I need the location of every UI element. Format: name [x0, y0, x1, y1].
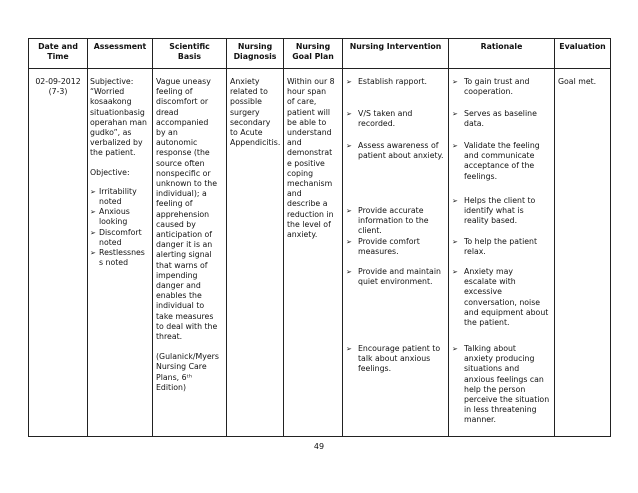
arrow-bullet-icon: ➢: [346, 207, 352, 215]
arrow-bullet-icon: ➢: [452, 238, 458, 246]
header-rationale: Rationale: [480, 42, 523, 51]
table-top-border: [28, 38, 610, 39]
arrow-bullet-icon: ➢: [90, 228, 96, 237]
objective-item: ➢ Irritability noted: [90, 186, 137, 207]
col-border-1: [87, 38, 88, 437]
intervention-item: ➢ Provide and maintain quiet environment.: [346, 267, 441, 287]
arrow-bullet-icon: ➢: [452, 197, 458, 205]
header-nursing-goal-plan: Nursing Goal Plan: [292, 42, 334, 62]
rationale-item: ➢ Helps the client to identify what is reality based.: [452, 196, 536, 226]
scientific-basis-text: Vague uneasy feeling of discomfort or dread accompanied by an autonomic response (the source often nonspecific or unknown to the individual); a feeling of apprehension caused by anticipation of danger it is an alerting signal that warns of impending danger and enables the individual to take measures to deal with the threat.: [156, 77, 218, 342]
arrow-bullet-icon: ➢: [452, 78, 458, 86]
arrow-bullet-icon: ➢: [346, 78, 352, 86]
cell-nursing-goal-plan: Within our 8 hour span of care, patient will be able to understand and demonstrat e positive coping mechanism and describe a reduction in the level of anxiety.: [287, 77, 335, 240]
header-date-time: Date and Time: [38, 42, 78, 62]
header-evaluation: Evaluation: [559, 42, 606, 51]
arrow-bullet-icon: ➢: [452, 142, 458, 150]
cell-nursing-diagnosis: Anxiety related to possible surgery secondary to Acute Appendicitis.: [230, 77, 281, 148]
col-border-0: [28, 38, 29, 437]
objective-item: ➢ Anxious looking: [90, 207, 130, 227]
arrow-bullet-icon: ➢: [452, 110, 458, 118]
page-number: 49: [313, 442, 325, 451]
header-nursing-intervention: Nursing Intervention: [349, 42, 442, 51]
objective-item: ➢ Discomfort noted: [90, 227, 142, 247]
arrow-bullet-icon: ➢: [346, 268, 352, 276]
rationale-item: ➢ To gain trust and cooperation.: [452, 77, 530, 97]
rationale-item: ➢ Validate the feeling and communicate acceptance of the feelings.: [452, 141, 540, 181]
rationale-item: ➢ Talking about anxiety producing situations and anxious feelings can help the person perceive the situation in less threatening manner.: [452, 344, 550, 425]
assessment-objective-list: [90, 187, 152, 269]
rationale-item: ➢ Anxiety may escalate with excessive conversation, noise and equipment about the patient.: [452, 267, 549, 328]
col-border-4: [283, 38, 284, 437]
intervention-item: ➢ Provide accurate information to the client.: [346, 206, 429, 236]
arrow-bullet-icon: ➢: [346, 110, 352, 118]
col-border-3: [226, 38, 227, 437]
cell-evaluation: Goal met.: [558, 77, 597, 86]
cell-assessment: [90, 77, 152, 268]
arrow-bullet-icon: ➢: [346, 142, 352, 150]
col-border-7: [554, 38, 555, 437]
arrow-bullet-icon: ➢: [452, 268, 458, 276]
rationale-item: ➢ To help the patient relax.: [452, 237, 538, 257]
arrow-bullet-icon: ➢: [90, 187, 96, 196]
arrow-bullet-icon: ➢: [452, 345, 458, 353]
intervention-item: ➢ Encourage patient to talk about anxious feelings.: [346, 344, 441, 374]
header-scientific-basis: Scientific Basis: [169, 42, 210, 62]
intervention-item: ➢ Establish rapport.: [346, 77, 427, 86]
col-border-5: [342, 38, 343, 437]
cell-scientific-basis: [156, 77, 226, 393]
arrow-bullet-icon: ➢: [346, 345, 352, 353]
objective-item: ➢ Restlessnes s noted: [90, 248, 145, 268]
assessment-objective-label: Objective:: [90, 167, 130, 177]
header-assessment: Assessment: [93, 42, 147, 51]
col-border-2: [152, 38, 153, 437]
assessment-subjective: Subjective: “Worried kosaakong situationbasig operahan man gudko”, as verbalized by the patient.: [90, 77, 147, 158]
scientific-basis-source: (Gulanick/Myers Nursing Care Plans, 6ᵗʰ Edition): [156, 352, 219, 392]
arrow-bullet-icon: ➢: [90, 208, 96, 217]
intervention-item: ➢ Provide comfort measures.: [346, 237, 420, 257]
rationale-item: ➢ Serves as baseline data.: [452, 109, 537, 129]
intervention-item: ➢ Assess awareness of patient about anxiety.: [346, 141, 444, 161]
table-header-divider: [28, 68, 610, 69]
intervention-item: ➢ V/S taken and recorded.: [346, 109, 413, 129]
arrow-bullet-icon: ➢: [346, 238, 352, 246]
arrow-bullet-icon: ➢: [90, 249, 96, 258]
cell-date-time: 02-09-2012 (7-3): [35, 77, 81, 97]
table-bottom-border: [28, 436, 610, 437]
header-nursing-diagnosis: Nursing Diagnosis: [233, 42, 277, 62]
col-border-8: [610, 38, 611, 437]
col-border-6: [448, 38, 449, 437]
